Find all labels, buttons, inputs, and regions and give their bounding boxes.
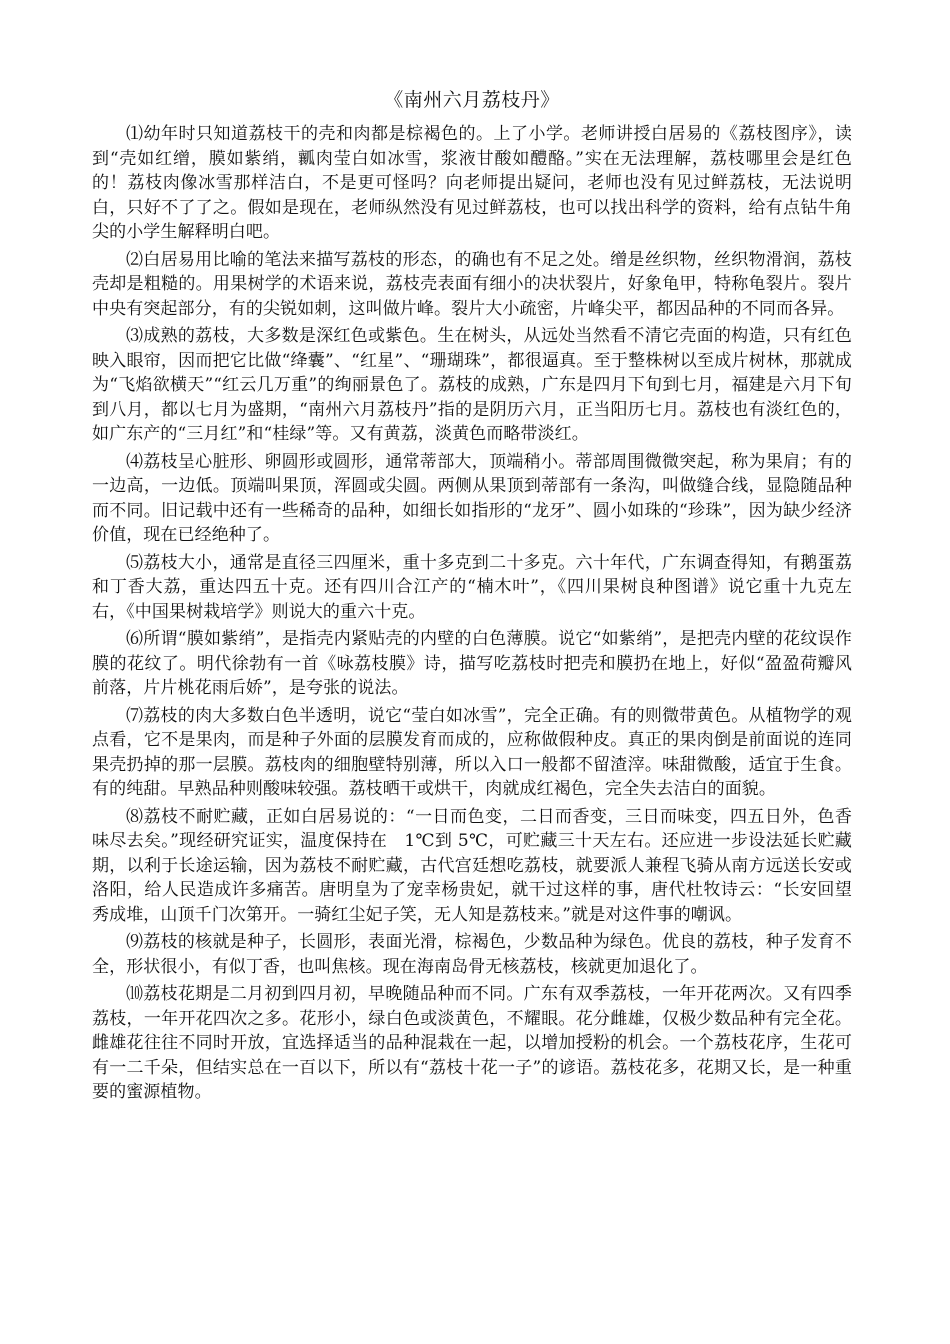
paragraph-3: ⑶成熟的荔枝，大多数是深红色或紫色。生在树头，从远处当然看不清它壳面的构造，只有红色映入眼帘，因而把它比做“绛囊”、“红星”、“珊瑚珠”，都很逼真。至于整株树以至成片树林，那就成为“飞焰欲横天”“红云几万重”的绚丽景色了。荔枝的成熟，广东是四月下旬到七月，福建是六月下旬到八月，都以七月为盛期，“南州六月荔枝丹”指的是阴历六月，正当阳历七月。荔枝也有淡红色的，如广东产的“三月红”和“桂绿”等。又有黄荔，淡黄色而略带淡红。 xyxy=(92,326,852,444)
paragraph-5: ⑸荔枝大小，通常是直径三四厘米，重十多克到二十多克。六十年代，广东调查得知，有鹅蛋荔和丁香大荔，重达四五十克。还有四川合江产的“楠木叶”，《四川果树良种图谱》说它重十九克左右，《中国果树栽培学》则说大的重六十克。 xyxy=(92,552,852,622)
document-page xyxy=(92,84,852,1108)
paragraph-4: ⑷荔枝呈心脏形、卵圆形或圆形，通常蒂部大，顶端稍小。蒂部周围微微突起，称为果肩；有的一边高，一边低。顶端叫果顶，浑圆或尖圆。两侧从果顶到蒂部有一条沟，叫做缝合线，显隐随品种而不同。旧记载中还有一些稀奇的品种，如细长如指形的“龙牙”、圆小如珠的“珍珠”，因为缺少经济价值，现在已经绝种了。 xyxy=(92,451,852,545)
paragraph-8: ⑻荔枝不耐贮藏，正如白居易说的：“一日而色变，二日而香变，三日而味变，四五日外，色香味尽去矣。”现经研究证实，温度保持在 1℃到 5℃，可贮藏三十天左右。还应进一步设法延长贮藏期，以利于长途运输，因为荔枝不耐贮藏，古代宫廷想吃荔枝，就要派人兼程飞骑从南方远送长安或洛阳，给人民造成许多痛苦。唐明皇为了宠幸杨贵妃，就干过这样的事，唐代杜牧诗云：“长安回望秀成堆，山顶千门次第开。一骑红尘妃子笑，无人知是荔枝来。”就是对这件事的嘲讽。 xyxy=(92,806,852,925)
paragraph-9: ⑼荔枝的核就是种子，长圆形，表面光滑，棕褐色，少数品种为绿色。优良的荔枝，种子发育不全，形状很小，有似丁香，也叫焦核。现在海南岛骨无核荔枝，核就更加退化了。 xyxy=(92,932,852,977)
paragraph-10: ⑽荔枝花期是二月初到四月初，早晚随品种而不同。广东有双季荔枝，一年开花两次。又有四季荔枝，一年开花四次之多。花形小，绿白色或淡黄色，不耀眼。花分雌雄，仅极少数品种有完全花。雌雄花往往不同时开放，宜选择适当的品种混栽在一起，以增加授粉的机会。一个荔枝花序，生花可有一二千朵，但结实总在一百以下，所以有“荔枝十花一子”的谚语。荔枝花多，花期又长，是一种重要的蜜源植物。 xyxy=(92,984,852,1102)
document-title: 《南州六月荔枝丹》 xyxy=(384,89,560,111)
paragraph-6: ⑹所谓“膜如紫绡”，是指壳内紧贴壳的内壁的白色薄膜。说它“如紫绡”，是把壳内壁的花纹误作膜的花纹了。明代徐勃有一首《咏荔枝膜》诗，描写吃荔枝时把壳和膜扔在地上，好似“盈盈荷瓣风前落，片片桃花雨后娇”，是夸张的说法。 xyxy=(92,629,852,698)
paragraph-1: ⑴幼年时只知道荔枝干的壳和肉都是棕褐色的。上了小学。老师讲授白居易的《荔枝图序》，读到“壳如红缯，膜如紫绡，瓤肉莹白如冰雪，浆液甘酸如醴酪。”实在无法理解，荔枝哪里会是红色的！荔枝肉像冰雪那样洁白，不是更可怪吗？向老师提出疑问，老师也没有见过鲜荔枝，无法说明白，只好不了了之。假如是现在，老师纵然没有见过鲜荔枝，也可以找出科学的资料，给有点钻牛角尖的小学生解释明白吧。 xyxy=(92,124,852,242)
paragraph-2: ⑵白居易用比喻的笔法来描写荔枝的形态，的确也有不足之处。缯是丝织物，丝织物滑润，荔枝壳却是粗糙的。用果树学的术语来说，荔枝壳表面有细小的决状裂片，好象龟甲，特称龟裂片。裂片中央有突起部分，有的尖锐如刺，这叫做片峰。裂片大小疏密，片峰尖平，都因品种的不同而各异。 xyxy=(92,249,852,319)
paragraph-7: ⑺荔枝的肉大多数白色半透明，说它“莹白如冰雪”，完全正确。有的则微带黄色。从植物学的观点看，它不是果肉，而是种子外面的层膜发育而成的，应称做假种皮。真正的果肉倒是前面说的连同果壳扔掉的那一层膜。荔枝肉的细胞壁特别薄，所以入口一般都不留渣滓。味甜微酸，适宜于生食。有的纯甜。早熟品种则酸味较强。荔枝晒干或烘干，肉就成红褐色，完全失去洁白的面貌。 xyxy=(92,705,852,799)
